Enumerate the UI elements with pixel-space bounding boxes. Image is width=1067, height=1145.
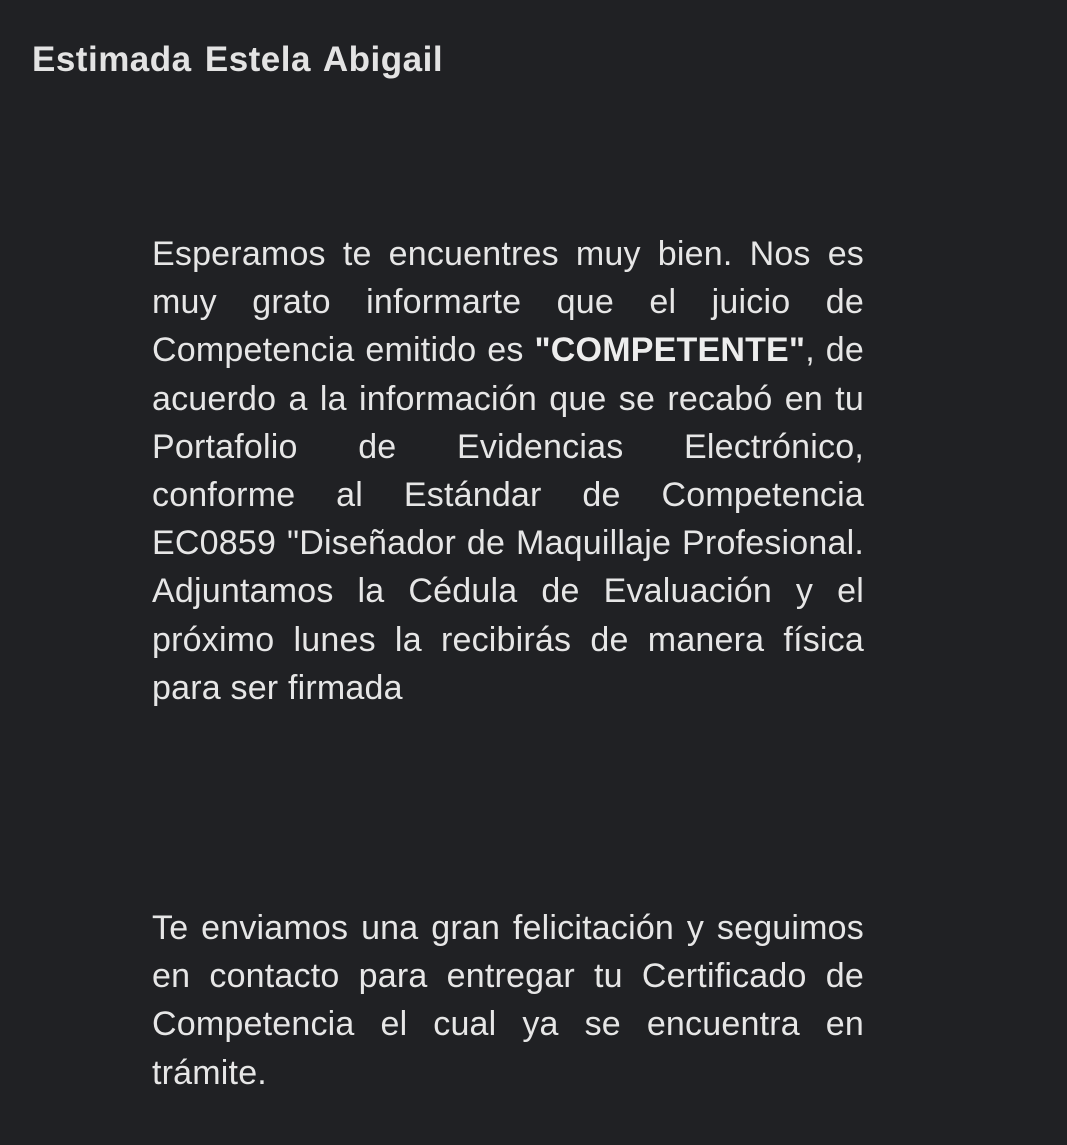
paragraph-text-intro: Esperamos te encuentres muy bien. Nos es muy grato informarte que el juicio de Competencia emitido es (152, 235, 864, 370)
email-greeting: Estimada Estela Abigail (32, 40, 444, 79)
competence-result-emphasis: "COMPETENTE" (534, 331, 806, 370)
email-paragraph-congratulations: Te enviamos una gran felicitación y seguimos en contacto para entregar tu Certificado de Competencia el cual ya se encuentra en trámite. (152, 909, 864, 1092)
paragraph-text-details: , de acuerdo a la información que se recabó en tu Portafolio de Evidencias Electrónico, conforme al Estándar de Competencia EC0859 "Diseñador de Maquillaje Profesional. Adjuntamos la Cédula de Evaluación y el próximo lunes la recibirás de manera física para ser firmada (152, 331, 864, 707)
email-paragraph-result (152, 230, 864, 712)
